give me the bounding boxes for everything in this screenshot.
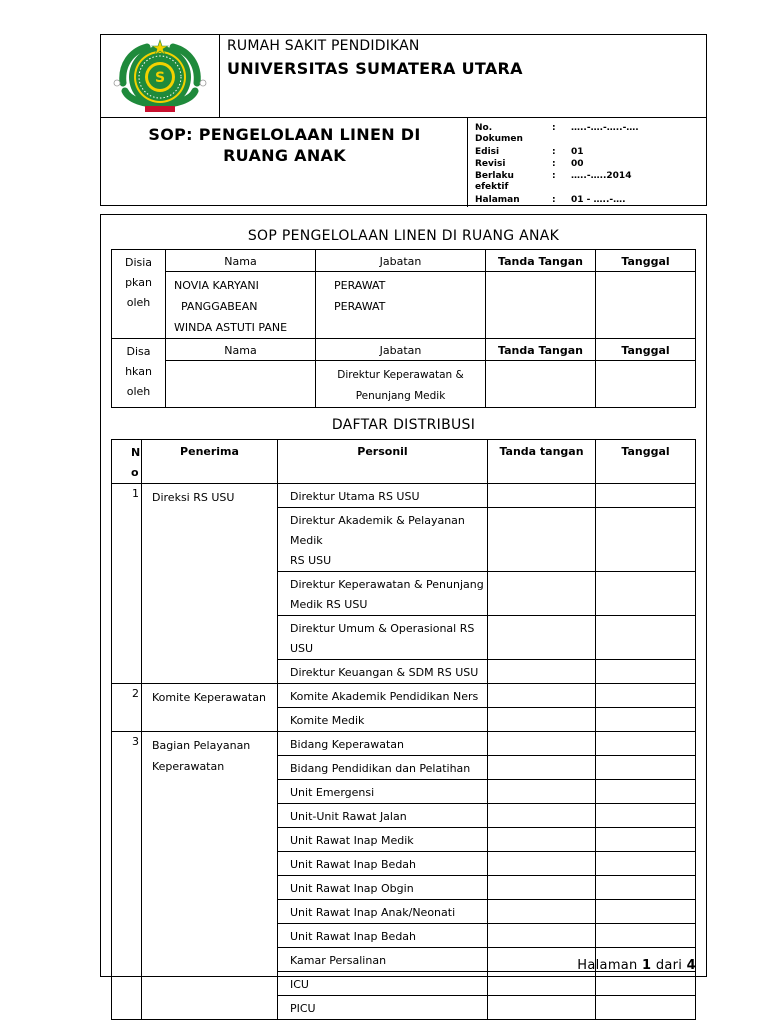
personnel-line: Unit Rawat Inap Bedah bbox=[290, 858, 417, 871]
personnel-cell bbox=[278, 508, 488, 572]
meta-value: 00 bbox=[571, 159, 584, 169]
table-row bbox=[112, 684, 696, 708]
sop-title-line1: SOP: PENGELOLAAN LINEN DI bbox=[148, 125, 421, 144]
date-cell bbox=[596, 852, 696, 876]
personnel-line: ICU bbox=[290, 978, 309, 991]
date-cell bbox=[596, 900, 696, 924]
personnel-cell bbox=[278, 616, 488, 660]
personnel-line: Direktur Keperawatan & Penunjang bbox=[290, 578, 484, 591]
signature-cell bbox=[488, 828, 596, 852]
signature-cell bbox=[488, 660, 596, 684]
sop-title bbox=[101, 124, 468, 166]
personnel-line: RS USU bbox=[290, 554, 332, 567]
personnel-cell bbox=[278, 924, 488, 948]
col-nama: Nama bbox=[166, 250, 316, 272]
date-cell bbox=[596, 924, 696, 948]
approved-by-label: Disa hkan oleh bbox=[112, 339, 166, 408]
personnel-line: Komite Medik bbox=[290, 714, 365, 727]
date-cell bbox=[596, 708, 696, 732]
signature-cell bbox=[488, 972, 596, 996]
personnel-line: Unit Rawat Inap Anak/Neonati bbox=[290, 906, 456, 919]
personnel-line: Unit Emergensi bbox=[290, 786, 375, 799]
meta-value: 01 bbox=[571, 147, 584, 157]
date-cell bbox=[596, 660, 696, 684]
document-body bbox=[100, 214, 707, 1015]
signature-cell bbox=[488, 572, 596, 616]
date-cell bbox=[596, 616, 696, 660]
date-cell bbox=[596, 484, 696, 508]
signature-cell bbox=[488, 900, 596, 924]
col-penerima: Penerima bbox=[142, 440, 278, 484]
personnel-line: Unit-Unit Rawat Jalan bbox=[290, 810, 407, 823]
personnel-cell bbox=[278, 708, 488, 732]
distribution-section-title: DAFTAR DISTRIBUSI bbox=[331, 417, 476, 433]
personnel-cell bbox=[278, 900, 488, 924]
approved-signature bbox=[486, 361, 596, 408]
personnel-line: Direktur Keuangan & SDM RS USU bbox=[290, 666, 479, 679]
personnel-cell bbox=[278, 684, 488, 708]
signature-cell bbox=[488, 732, 596, 756]
personnel-cell bbox=[278, 852, 488, 876]
date-cell bbox=[596, 508, 696, 572]
personnel-line: Kamar Persalinan bbox=[290, 954, 387, 967]
meta-colon: : bbox=[552, 195, 556, 205]
col-tanda-tangan: Tanda Tangan bbox=[486, 250, 596, 272]
personnel-cell bbox=[278, 828, 488, 852]
university-seal-icon bbox=[101, 35, 220, 118]
signature-cell bbox=[488, 876, 596, 900]
col-jabatan: Jabatan bbox=[316, 339, 486, 361]
signature-cell bbox=[488, 508, 596, 572]
meta-colon: : bbox=[552, 147, 556, 157]
personnel-cell bbox=[278, 572, 488, 616]
personnel-cell bbox=[278, 876, 488, 900]
prepared-positions: PERAWAT PERAWAT bbox=[316, 272, 486, 339]
recipient-line: Bagian Pelayanan bbox=[152, 739, 251, 752]
meta-label: Edisi bbox=[475, 147, 500, 157]
col-tanggal: Tanggal bbox=[596, 250, 696, 272]
personnel-line: Medik RS USU bbox=[290, 598, 368, 611]
personnel-line: Unit Rawat Inap Bedah bbox=[290, 930, 417, 943]
signature-cell bbox=[488, 996, 596, 1020]
col-jabatan: Jabatan bbox=[316, 250, 486, 272]
date-cell bbox=[596, 780, 696, 804]
prepared-names: NOVIA KARYANI PANGGABEAN WINDA ASTUTI PANE bbox=[166, 272, 316, 339]
date-cell bbox=[596, 684, 696, 708]
col-tanda-tangan: Tanda Tangan bbox=[486, 339, 596, 361]
signature-cell bbox=[488, 780, 596, 804]
signature-cell bbox=[488, 756, 596, 780]
personnel-line: PICU bbox=[290, 1002, 316, 1015]
meta-value: 01 - …..-…. bbox=[571, 195, 626, 205]
personnel-cell bbox=[278, 660, 488, 684]
signature-cell bbox=[488, 924, 596, 948]
personnel-cell bbox=[278, 780, 488, 804]
date-cell bbox=[596, 996, 696, 1020]
signature-cell bbox=[488, 684, 596, 708]
col-tanda-tangan: Tanda tangan bbox=[488, 440, 596, 484]
personnel-cell bbox=[278, 972, 488, 996]
signature-cell bbox=[488, 484, 596, 508]
prepared-date bbox=[596, 272, 696, 339]
distribution-rows bbox=[112, 484, 696, 1020]
meta-value: …..-….-…..-…. bbox=[571, 123, 639, 133]
col-tanggal: Tanggal bbox=[596, 339, 696, 361]
institution-name: UNIVERSITAS SUMATERA UTARA bbox=[227, 59, 523, 78]
personnel-line: Unit Rawat Inap Medik bbox=[290, 834, 414, 847]
personnel-cell bbox=[278, 484, 488, 508]
personnel-line: Bidang Keperawatan bbox=[290, 738, 404, 751]
recipient-cell bbox=[142, 484, 278, 684]
table-row bbox=[112, 484, 696, 508]
document-header bbox=[100, 34, 707, 206]
personnel-line: Direktur Akademik & Pelayanan Medik bbox=[290, 514, 465, 547]
meta-colon: : bbox=[552, 123, 556, 133]
personnel-line: Direktur Utama RS USU bbox=[290, 490, 420, 503]
meta-colon: : bbox=[552, 159, 556, 169]
recipient-line: Komite Keperawatan bbox=[152, 691, 266, 704]
page-number: Halaman 1 dari 4 bbox=[577, 958, 696, 973]
prepared-signature bbox=[486, 272, 596, 339]
approved-name bbox=[166, 361, 316, 408]
row-number: 1 bbox=[112, 484, 142, 684]
col-nama: Nama bbox=[166, 339, 316, 361]
approved-date bbox=[596, 361, 696, 408]
meta-label: Halaman bbox=[475, 195, 520, 205]
signature-cell bbox=[488, 616, 596, 660]
approval-table bbox=[111, 249, 696, 408]
personnel-line: Unit Rawat Inap Obgin bbox=[290, 882, 414, 895]
col-personil: Personil bbox=[278, 440, 488, 484]
personnel-line: Bidang Pendidikan dan Pelatihan bbox=[290, 762, 471, 775]
recipient-line: Direksi RS USU bbox=[152, 491, 235, 504]
personnel-cell bbox=[278, 756, 488, 780]
logo-cell bbox=[101, 35, 220, 118]
sop-title-cell bbox=[101, 118, 468, 207]
col-no: N o bbox=[112, 440, 142, 484]
date-cell bbox=[596, 828, 696, 852]
institution-small: RUMAH SAKIT PENDIDIKAN bbox=[227, 38, 420, 54]
signature-cell bbox=[488, 852, 596, 876]
personnel-cell bbox=[278, 948, 488, 972]
meta-label: Revisi bbox=[475, 159, 506, 169]
distribution-table bbox=[111, 439, 696, 1020]
seal-letter: S bbox=[154, 70, 166, 86]
signature-cell bbox=[488, 804, 596, 828]
row-number: 2 bbox=[112, 684, 142, 732]
approval-section-title: SOP PENGELOLAAN LINEN DI RUANG ANAK bbox=[247, 228, 560, 244]
recipient-cell bbox=[142, 684, 278, 732]
meta-label: No. Dokumen bbox=[475, 123, 523, 144]
personnel-cell bbox=[278, 804, 488, 828]
table-row bbox=[112, 732, 696, 756]
sop-title-line2: RUANG ANAK bbox=[223, 146, 346, 165]
prepared-by-label: Disia pkan oleh bbox=[112, 250, 166, 339]
col-tanggal: Tanggal bbox=[596, 440, 696, 484]
date-cell bbox=[596, 756, 696, 780]
date-cell bbox=[596, 972, 696, 996]
recipient-line: Keperawatan bbox=[152, 760, 225, 773]
recipient-cell bbox=[142, 732, 278, 1020]
approved-positions: Direktur Keperawatan & Penunjang Medik bbox=[316, 361, 486, 408]
personnel-line: Direktur Umum & Operasional RS USU bbox=[290, 622, 475, 655]
meta-value: …..-…..2014 bbox=[571, 171, 632, 181]
institution-cell bbox=[220, 35, 706, 118]
date-cell bbox=[596, 804, 696, 828]
row-number: 3 bbox=[112, 732, 142, 1020]
meta-label: Berlaku efektif bbox=[475, 171, 514, 192]
date-cell bbox=[596, 572, 696, 616]
personnel-cell bbox=[278, 732, 488, 756]
personnel-cell bbox=[278, 996, 488, 1020]
document-meta bbox=[468, 118, 706, 207]
date-cell bbox=[596, 876, 696, 900]
personnel-line: Komite Akademik Pendidikan Ners bbox=[290, 690, 479, 703]
signature-cell bbox=[488, 708, 596, 732]
date-cell bbox=[596, 732, 696, 756]
meta-colon: : bbox=[552, 171, 556, 181]
